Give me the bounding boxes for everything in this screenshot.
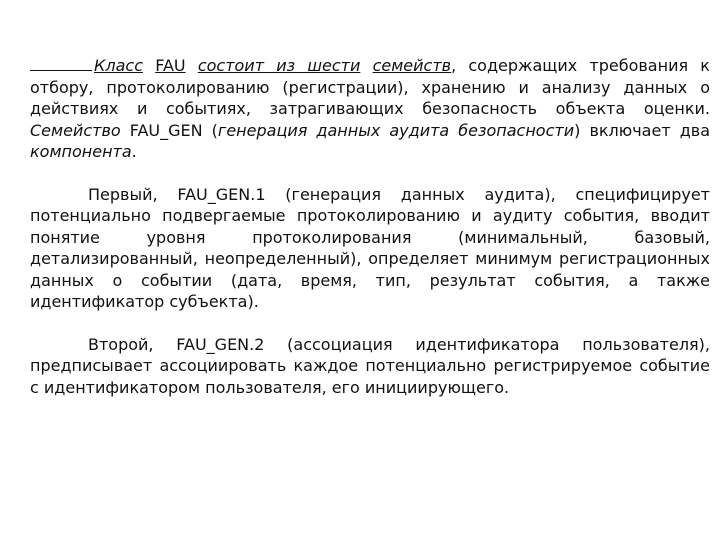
paragraph-fau-class xyxy=(30,55,710,163)
fau-term: FAU xyxy=(155,56,186,75)
class-word: Класс xyxy=(94,56,143,75)
consists-phrase: состоит из шести xyxy=(197,56,361,75)
document-body xyxy=(30,55,710,398)
paragraph-fau-gen-2 xyxy=(30,334,710,399)
includes-phrase: включает два xyxy=(589,120,711,140)
open-paren: ( xyxy=(202,120,218,140)
paragraph2-text: Первый, FAU_GEN.1 (генерация данных аудита), специфицирует потенциально подвергаемые протоколированию и аудиту события, вводит понятие уровня протоколирования (минимальный, базовый, детализированный, неопределенный), определяет минимум регистрационных данных о событии (дата, время, тип, результат события, а также идентификатор субъекта). xyxy=(30,184,710,311)
family-word: Семейство xyxy=(30,120,121,140)
fau-gen-description: генерация данных аудита безопасности xyxy=(217,120,575,140)
paragraph-fau-gen-1 xyxy=(30,184,710,313)
underline-blank xyxy=(30,55,92,71)
component-word: компонента xyxy=(30,142,132,161)
fau-gen-term: FAU_GEN xyxy=(129,120,203,140)
close-paren: ) xyxy=(574,120,581,140)
families-word: семейств xyxy=(372,56,452,75)
paragraph3-text: Второй, FAU_GEN.2 (ассоциация идентификатора пользователя), предписывает ассоциировать каждое потенциально регистрируемое событие с идентификатором пользователя, его инициирующего. xyxy=(30,334,710,397)
paragraph1-period: . xyxy=(131,142,137,161)
paragraph1-rest: , содержащих требования к отбору, протоколированию (регистрации), хранению и анализу данных о действиях и событиях, затрагивающих безопасность объекта оценки. xyxy=(30,56,710,118)
